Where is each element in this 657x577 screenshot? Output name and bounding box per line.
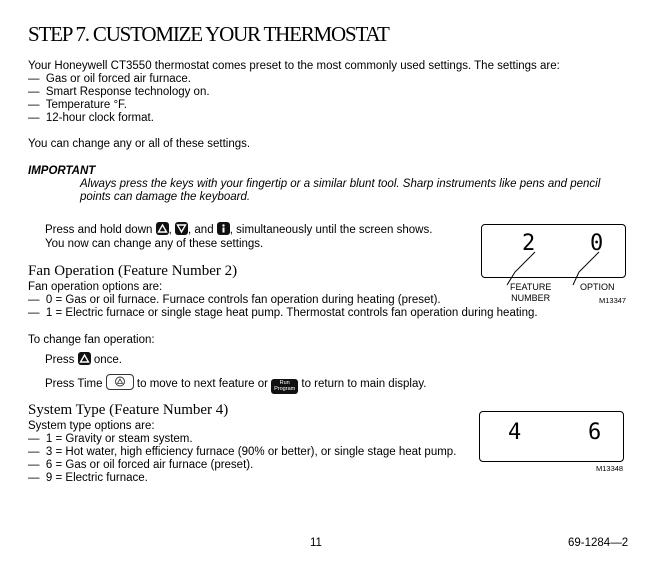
option-digit: 6 bbox=[588, 420, 602, 445]
up-arrow-key-icon bbox=[156, 222, 169, 235]
change-fan-lead: To change fan operation: bbox=[28, 334, 155, 346]
system-options: System type options are: — 1 = Gravity or steam system. — 3 = Hot water, high efficiency furnace (90% or better), or single stage heat pump. — 6 = Gas or oil forced air furnace (preset). — 9 = Electric furnace. bbox=[28, 420, 457, 484]
time-key-icon bbox=[106, 374, 134, 390]
dash: — bbox=[28, 112, 40, 124]
press-instructions: Press and hold down , , and , simultaneously until the screen shows. You now can change any of these settings. bbox=[45, 224, 433, 250]
lcd-display-feature-4 bbox=[479, 411, 624, 462]
list-item: — 6 = Gas or oil forced air furnace (preset). bbox=[28, 459, 254, 471]
list-item: — 12-hour clock format. bbox=[28, 112, 154, 124]
option-label: OPTION bbox=[580, 282, 615, 292]
intro-change: You can change any or all of these settings. bbox=[28, 138, 251, 150]
dash: — bbox=[28, 99, 40, 111]
list-item: — Smart Response technology on. bbox=[28, 86, 210, 98]
important-label: IMPORTANT bbox=[28, 165, 96, 177]
press-up-once: Press once. bbox=[45, 354, 122, 366]
list-item: — Gas or oil forced air furnace. bbox=[28, 73, 191, 85]
intro-section bbox=[28, 60, 560, 125]
list-item: — 3 = Hot water, high efficiency furnace (90% or better), or single stage heat pump. bbox=[28, 446, 457, 458]
page-title: STEP 7. CUSTOMIZE YOUR THERMOSTAT bbox=[28, 22, 389, 46]
system-heading: System Type (Feature Number 4) bbox=[28, 402, 229, 418]
list-item: — 0 = Gas or oil furnace. Furnace controls fan operation during heating (preset). bbox=[28, 294, 441, 306]
feature-number-digit: 2 bbox=[522, 231, 536, 256]
list-item: — Temperature °F. bbox=[28, 99, 127, 111]
feature-number-label: FEATURE NUMBER bbox=[510, 282, 552, 303]
page-number: 11 bbox=[310, 537, 322, 549]
dash: — bbox=[28, 73, 40, 85]
fan-options: Fan operation options are: — 0 = Gas or oil furnace. Furnace controls fan operation during heating (preset). — 1 = Electric furnace or single stage heat pump. Thermostat controls fan operation during heating. bbox=[28, 281, 538, 319]
feature-number-digit: 4 bbox=[508, 420, 522, 445]
fan-heading: Fan Operation (Feature Number 2) bbox=[28, 263, 238, 279]
up-arrow-key-icon bbox=[78, 352, 91, 365]
press-time-line: Press Time to move to next feature or Run Program to return to main display. bbox=[45, 374, 426, 394]
list-item: — 1 = Electric furnace or single stage heat pump. Thermostat controls fan operation during heating. bbox=[28, 307, 538, 319]
dash: — bbox=[28, 86, 40, 98]
list-item: — 1 = Gravity or steam system. bbox=[28, 433, 193, 445]
list-item: — 9 = Electric furnace. bbox=[28, 472, 148, 484]
document-number: 69-1284—2 bbox=[568, 537, 629, 549]
intro-lead: Your Honeywell CT3550 thermostat comes preset to the most commonly used settings. The settings are: bbox=[28, 60, 560, 72]
important-text: Always press the keys with your fingertip or a similar blunt tool. Sharp instruments like pens and pencil points can damage the keyboard. bbox=[80, 178, 601, 203]
info-key-icon bbox=[217, 222, 230, 235]
figure-code: M13348 bbox=[596, 464, 624, 473]
run-program-key-icon: Run Program bbox=[271, 379, 298, 394]
down-arrow-key-icon bbox=[175, 222, 188, 235]
figure-code: M13347 bbox=[599, 296, 627, 305]
option-digit: 0 bbox=[590, 231, 604, 256]
